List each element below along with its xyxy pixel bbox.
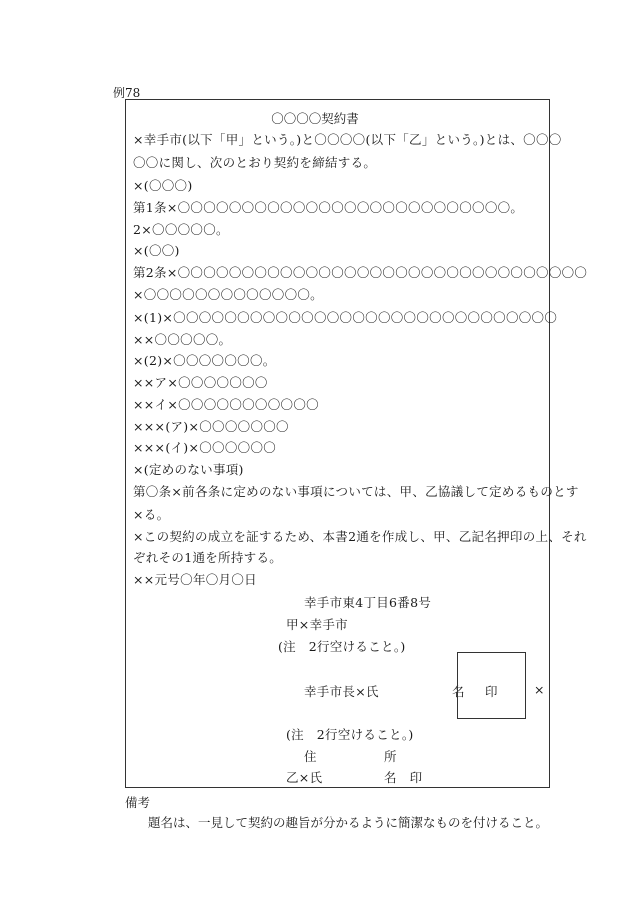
- body-line: ×(1)×〇〇〇〇〇〇〇〇〇〇〇〇〇〇〇〇〇〇〇〇〇〇〇〇〇〇〇〇〇〇: [133, 310, 558, 325]
- signature-note-1: (注 2行空けること。): [278, 639, 406, 654]
- seal-stamp-label: 印: [485, 684, 498, 699]
- body-line: ×××(イ)×〇〇〇〇〇〇: [133, 440, 277, 455]
- remarks-heading: 備考: [125, 795, 151, 810]
- body-line: ×(〇〇): [133, 243, 180, 258]
- address-label-1: 住: [304, 749, 317, 764]
- seal-name-label: 名: [452, 684, 465, 699]
- body-line: ×(定めのない事項): [133, 462, 244, 477]
- signature-mayor: 幸手市長×氏: [304, 684, 379, 699]
- body-line: ×る。: [133, 507, 170, 522]
- signature-address: 幸手市東4丁目6番8号: [304, 595, 432, 610]
- remarks-text: 題名は、一見して契約の趣旨が分かるように簡潔なものを付けること。: [148, 815, 549, 830]
- example-label: 例78: [113, 86, 141, 100]
- name-seal-label: 名 印: [384, 770, 423, 785]
- body-line: 第〇条×前各条に定めのない事項については、甲、乙協議して定めるものとす: [133, 484, 579, 499]
- seal-cross: ×: [534, 682, 545, 697]
- body-line: ××元号〇年〇月〇日: [133, 572, 257, 587]
- body-line: ××ア×〇〇〇〇〇〇〇: [133, 375, 268, 390]
- document-title: 〇〇〇〇契約書: [271, 111, 359, 126]
- body-line: ×(〇〇〇): [133, 178, 193, 193]
- body-line: ×この契約の成立を証するため、本書2通を作成し、甲、乙記名押印の上、それ: [133, 529, 587, 544]
- body-line: 2×〇〇〇〇〇。: [133, 222, 229, 237]
- address-label-2: 所: [384, 749, 397, 764]
- body-line: ×〇〇〇〇〇〇〇〇〇〇〇〇〇。: [133, 287, 323, 302]
- body-line: ×幸手市(以下「甲」という。)と〇〇〇〇(以下「乙」という。)とは、〇〇〇: [133, 132, 562, 147]
- body-line: 第2条×〇〇〇〇〇〇〇〇〇〇〇〇〇〇〇〇〇〇〇〇〇〇〇〇〇〇〇〇〇〇〇〇: [133, 265, 588, 280]
- body-line: ××イ×〇〇〇〇〇〇〇〇〇〇〇: [133, 397, 319, 412]
- signature-party-b: 乙×氏: [286, 770, 323, 785]
- body-line: 第1条×〇〇〇〇〇〇〇〇〇〇〇〇〇〇〇〇〇〇〇〇〇〇〇〇〇〇。: [133, 200, 524, 215]
- body-line: ぞれその1通を所持する。: [133, 550, 283, 565]
- body-line: 〇〇に関し、次のとおり契約を締結する。: [133, 155, 377, 170]
- body-line: ××〇〇〇〇〇。: [133, 332, 232, 347]
- body-line: ×××(ア)×〇〇〇〇〇〇〇: [133, 419, 289, 434]
- signature-party-a: 甲×幸手市: [286, 617, 348, 632]
- signature-note-2: (注 2行空けること。): [286, 727, 414, 742]
- body-line: ×(2)×〇〇〇〇〇〇〇。: [133, 353, 276, 368]
